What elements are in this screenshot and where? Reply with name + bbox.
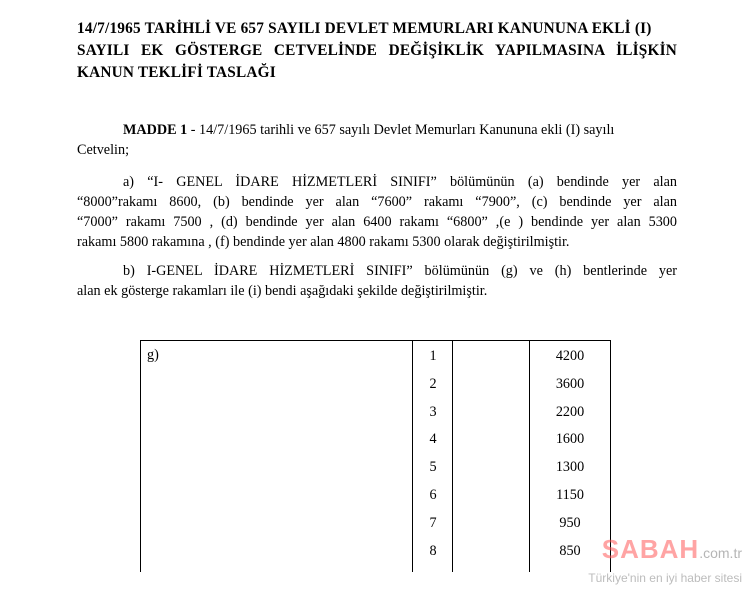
table-row-value: 1600: [555, 431, 585, 448]
table-row-number: 2: [429, 375, 437, 392]
table-row-number: 3: [429, 403, 437, 420]
title-line-1: [77, 18, 677, 40]
watermark-domain: .com.tr: [699, 545, 742, 561]
watermark-brand: SABAH: [601, 534, 700, 564]
paragraph-b: [77, 261, 677, 301]
madde-text-line-1: - 14/7/1965 tarihli ve 657 sayılı Devlet Memurları Kanununa ekli (I) sayılı: [187, 122, 615, 138]
table-row-value: 3600: [555, 375, 585, 392]
para-a-line-1: a) “I- GENEL İDARE HİZMETLERİ SINIFI” bölümünün (a) bendinde yer alan: [123, 174, 677, 190]
document-title: [77, 18, 677, 84]
table-row-value: 950: [559, 514, 581, 531]
table-row-value: 1300: [555, 459, 585, 476]
table-row-value: 2200: [555, 403, 585, 420]
watermark-tagline: Türkiye'nin en iyi haber sitesi: [588, 571, 742, 585]
madde-label: MADDE 1: [123, 122, 188, 138]
table-row-number: 4: [429, 431, 437, 448]
sabah-watermark: [588, 534, 742, 585]
table-row-number: 7: [429, 514, 437, 531]
table-row-number: 5: [429, 459, 437, 476]
para-a-line-2: “8000”rakamı 8600, (b) bendinde yer alan “7600” rakamı “7900”, (c) bendinde yer alan: [77, 194, 677, 210]
table-group-label: g): [147, 347, 159, 363]
para-a-line-3: “7000” rakamı 7500 , (d) bendinde yer alan 6400 rakamı “6800” ,(e ) bendinde yer alan 5300: [77, 214, 677, 230]
para-a-line-4: rakamı 5800 rakamına , (f) bendinde yer alan 4800 rakamı 5300 olarak değiştirilmiştir.: [77, 234, 570, 250]
table-row-number: 8: [429, 542, 437, 559]
table-column-divider: [452, 341, 453, 572]
title-line-1-text: 14/7/1965 TARİHLİ VE 657 SAYILI DEVLET MEMURLARI KANUNUNA EKLİ (I): [77, 20, 652, 37]
title-line-3: KANUN TEKLİFİ TASLAĞI: [77, 64, 276, 81]
paragraph-a: [77, 172, 677, 252]
para-b-line-1: b) I-GENEL İDARE HİZMETLERİ SINIFI” bölümünün (g) ve (h) bentlerinde yer: [123, 263, 677, 279]
table-column-divider: [412, 341, 413, 572]
table-row-value: 4200: [555, 348, 585, 364]
para-b-line-2: alan ek gösterge rakamları ile (i) bendi aşağıdaki şekilde değiştirilmiştir.: [77, 283, 488, 299]
madde-1-paragraph: [77, 120, 677, 160]
madde-text-line-2: Cetvelin;: [77, 142, 130, 158]
table-row-value: 1150: [556, 487, 584, 503]
title-line-2: SAYILI EK GÖSTERGE CETVELİNDE DEĞİŞİKLİK YAPILMASINA İLİŞKİN: [77, 42, 677, 59]
table-column-divider: [529, 341, 530, 572]
ek-gosterge-table: [140, 340, 611, 572]
table-row-number: 1: [429, 348, 437, 364]
table-row-value: 850: [559, 542, 581, 559]
table-row-number: 6: [429, 487, 437, 503]
